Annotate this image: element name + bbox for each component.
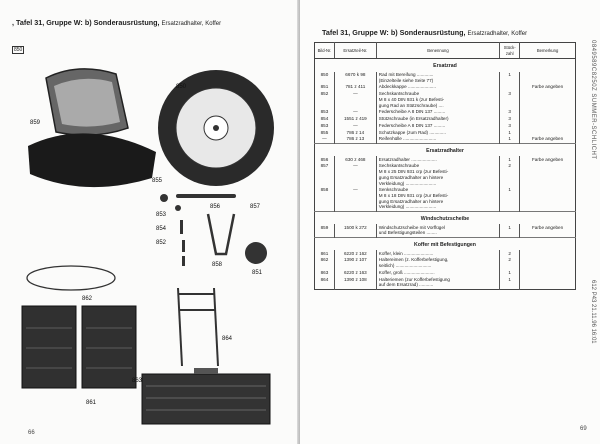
fig-label-853: 853 (156, 212, 167, 218)
right-title-main: Tafel 31, Gruppe W: b) Sonderausrüstung, (322, 28, 466, 37)
ersatzteil-nr-cell: 1500 k 272 (334, 224, 376, 237)
stueckzahl-cell: 2 (500, 250, 520, 257)
stueckzahl-cell: 1 (500, 276, 520, 289)
bemerkung-cell: Farbe angeben (520, 136, 576, 143)
ersatzteil-nr-cell: 1390 z 107 (334, 257, 376, 269)
header-stueckzahl: Stück-zahl (500, 43, 520, 59)
header-ersatzteil-nr: Ersatzteil-Nr. (334, 43, 376, 59)
right-page-number: 69 (580, 426, 587, 432)
header-benennung: Benennung (376, 43, 499, 59)
ersatzteil-nr-cell: — (334, 163, 376, 187)
ersatzteil-nr-cell: 630 z 468 (334, 156, 376, 163)
ersatzteil-nr-cell: — (334, 187, 376, 211)
bild-nr-cell: 854 (320, 116, 329, 122)
benennung-cell: Sechskantschraube M 8 x 25 DIN 931 crp (zur Befesti- gung Ersatzradhalter an hintere Verkleidung) ........................ (376, 163, 499, 187)
bild-nr-cell: 855 (320, 129, 329, 135)
stueckzahl-cell: 1 (500, 129, 520, 136)
stueckzahl-cell: 2 (500, 257, 520, 269)
section-title: Ersatzradhalter (315, 143, 576, 156)
left-title-main: , Tafel 31, Gruppe W: b) Sonderausrüstung, (12, 18, 160, 27)
bild-nr-cell: 852 (320, 91, 329, 97)
scan-side-text: 0849589C8250Z SUMMER-SCHLICHT (590, 40, 596, 160)
benennung-cell: Senkschraube M 8 x 18 DIN 931 crp (zur Befesti- gung Ersatzradhalter an hintere Verkleidung) ........................ (376, 187, 499, 211)
fig-label-856: 856 (210, 204, 221, 210)
table-row (315, 116, 576, 123)
bild-nr-cell: 864 (320, 276, 329, 282)
table-row (315, 72, 576, 84)
bild-nr-cell: — (322, 136, 327, 142)
bemerkung-cell (520, 163, 576, 187)
table-row (315, 156, 576, 163)
left-page (0, 0, 298, 444)
section-heading-row (315, 211, 576, 224)
fig-label-859: 859 (30, 120, 41, 126)
bild-nr-cell: 861 (320, 250, 329, 256)
bemerkung-cell (520, 257, 576, 269)
parts-illustration (16, 48, 286, 428)
bild-nr-cell: 856 (320, 156, 329, 162)
benennung-cell: Rad mit Bereifung ............. (Einzelteile siehe Seite 77) (376, 72, 499, 84)
bemerkung-cell: Farbe angeben (520, 84, 576, 91)
bemerkung-cell (520, 116, 576, 123)
benennung-cell: Haltereimen (z. Kofferbefestigung, seitlich) ............................ (376, 257, 499, 269)
ersatzteil-nr-cell: 6220 z 163 (334, 269, 376, 276)
fig-label-858: 858 (212, 262, 223, 268)
large-case-drawing (142, 368, 270, 424)
left-title-sub: Ersatzradhalter, Koffer (161, 21, 222, 27)
stueckzahl-cell (500, 84, 520, 91)
table-row (315, 129, 576, 136)
table-row (315, 136, 576, 143)
ersatzteil-nr-cell: 786 z 14 (334, 129, 376, 136)
stueckzahl-cell: 1 (500, 187, 520, 211)
fig-label-861: 861 (86, 400, 97, 406)
scan-side-text-2: 612 P43 21.11.96 16:01 (590, 280, 596, 344)
small-cases-drawing (22, 306, 136, 388)
bild-nr-cell: 862 (320, 257, 329, 263)
benennung-cell: Ersatzradhalter .................... (376, 156, 499, 163)
benennung-cell: Reifenhülle .......................... (376, 136, 499, 143)
section-title: Ersatzrad (315, 59, 576, 72)
parts-table (314, 42, 576, 290)
fig-label-854: 854 (156, 226, 167, 232)
ersatzteil-nr-cell: 1551 z 419 (334, 116, 376, 123)
section-title: Koffer mit Befestigungen (315, 237, 576, 250)
bild-nr-cell: 850 (320, 72, 329, 77)
ersatzteil-nr-cell: 1390 z 108 (334, 276, 376, 289)
fig-label-851: 851 (252, 270, 263, 276)
right-page-title (322, 28, 527, 37)
table-row (315, 257, 576, 269)
ersatzteil-nr-cell: — (334, 91, 376, 109)
bemerkung-cell (520, 129, 576, 136)
ersatzteil-nr-cell: 6220 z 162 (334, 250, 376, 257)
section-title: Windschutzscheibe (315, 211, 576, 224)
table-row (315, 187, 576, 211)
benennung-cell: Halteriemen (zur Kofferbefestigung auf dem Ersatzrad) ........... (376, 276, 499, 289)
bild-nr-cell: 863 (320, 269, 329, 275)
stueckzahl-cell: 1 (500, 269, 520, 276)
bild-nr-cell: 857 (320, 163, 329, 169)
fig-label-857: 857 (250, 204, 261, 210)
windshield-drawing (28, 69, 156, 187)
parts-table-header (315, 43, 576, 59)
table-row (315, 224, 576, 237)
bemerkung-cell (520, 250, 576, 257)
stueckzahl-cell: 3 (500, 91, 520, 109)
benennung-cell: Schutzkappe (zum Rad) ............. (376, 129, 499, 136)
table-row (315, 109, 576, 116)
left-page-title (12, 18, 221, 27)
ersatzteil-nr-cell: 786 z 13 (334, 136, 376, 143)
section-heading-row (315, 237, 576, 250)
stueckzahl-cell: 3 (500, 116, 520, 123)
fig-label-863: 863 (132, 378, 143, 384)
stueckzahl-cell: 1 (500, 224, 520, 237)
bemerkung-cell (520, 122, 576, 129)
benennung-cell: Koffer, klein ....................... (376, 250, 499, 257)
header-bild-nr: Bild-Nr. (315, 43, 335, 59)
strap-drawing (27, 266, 115, 290)
table-row (315, 122, 576, 129)
section-heading-row (315, 59, 576, 72)
benennung-cell: Federscheibe A 8 DIN 137 ......... (376, 109, 499, 116)
bemerkung-cell (520, 91, 576, 109)
fig-label-850: 850 (176, 84, 187, 90)
fig-label-864: 864 (222, 336, 233, 342)
bemerkung-cell (520, 187, 576, 211)
fig-label-862: 862 (82, 296, 93, 302)
benennung-cell: Federscheibe A 8 DIN 137 ......... (376, 122, 499, 129)
benennung-cell: Koffer, groß ........................ (376, 269, 499, 276)
bemerkung-cell (520, 269, 576, 276)
benennung-cell: Abdeckkappe ...................... (376, 84, 499, 91)
stueckzahl-cell: 1 (500, 72, 520, 84)
table-row (315, 250, 576, 257)
benennung-cell: Sechskantschraube M 8 x 40 DIN 931 k (zur Befesti- gung Rad an Stützschraube) .... (376, 91, 499, 109)
fig-label-855: 855 (152, 178, 163, 184)
ersatzteil-nr-cell: 6670 k 98 (334, 72, 376, 84)
bild-nr-cell: 853 (320, 122, 329, 128)
luggage-rack-drawing (178, 288, 218, 366)
bemerkung-cell (520, 72, 576, 84)
section-heading-row (315, 143, 576, 156)
left-page-number: 66 (28, 430, 35, 436)
figure-box-label: 850 (14, 47, 23, 53)
bild-nr-cell: 858 (320, 187, 329, 193)
bild-nr-cell: 859 (320, 224, 329, 230)
header-bemerkung: Bemerkung (520, 43, 576, 59)
stueckzahl-cell: 1 (500, 136, 520, 143)
table-row (315, 269, 576, 276)
stueckzahl-cell: 3 (500, 122, 520, 129)
ersatzteil-nr-cell: — (334, 122, 376, 129)
bemerkung-cell: Farbe angeben (520, 224, 576, 237)
bemerkung-cell: Farbe angeben (520, 156, 576, 163)
stueckzahl-cell: 3 (500, 109, 520, 116)
right-title-sub: Ersatzradhalter, Koffer (467, 31, 528, 37)
ersatzteil-nr-cell: — (334, 109, 376, 116)
bemerkung-cell (520, 276, 576, 289)
bild-nr-cell: 851 (320, 84, 329, 90)
table-row (315, 91, 576, 109)
stueckzahl-cell: 2 (500, 163, 520, 187)
table-row (315, 84, 576, 91)
ersatzteil-nr-cell: 781 z 411 (334, 84, 376, 91)
table-row (315, 276, 576, 289)
fig-label-852: 852 (156, 240, 167, 246)
stueckzahl-cell: 1 (500, 156, 520, 163)
bemerkung-cell (520, 109, 576, 116)
benennung-cell: Stützschraube (in Ersatzradhalter) (376, 116, 499, 123)
bild-nr-cell: 853 (320, 109, 329, 115)
benennung-cell: Windschutzscheibe mit Vorflügel und Befestigungsteilen ........ (376, 224, 499, 237)
table-row (315, 163, 576, 187)
